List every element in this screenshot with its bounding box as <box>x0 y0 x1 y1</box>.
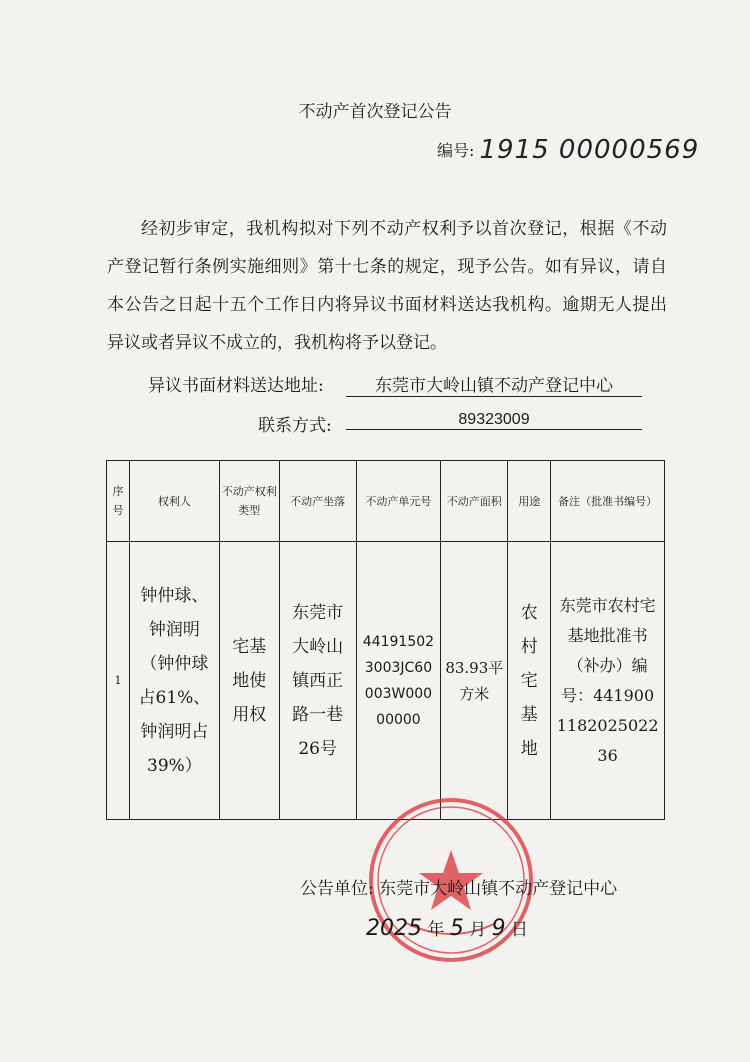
address-value: 东莞市大岭山镇不动产登记中心 <box>346 371 642 397</box>
header-cell: 不动产面积 <box>441 461 508 542</box>
header-cell: 不动产单元号 <box>356 461 441 542</box>
row-index: 1 <box>107 542 130 820</box>
row-location: 东莞市大岭山镇西正路一巷26号 <box>279 542 356 820</box>
header-cell: 备注（批准书编号） <box>551 461 665 542</box>
row-right-type: 宅基地使用权 <box>219 542 279 820</box>
serial-value: 1915 00000569 <box>479 135 700 165</box>
row-unit-number: 441915023003JC60003W00000000 <box>356 542 441 820</box>
row-area: 83.93平方米 <box>441 542 508 820</box>
header-cell: 序号 <box>107 461 130 542</box>
issuer-value: 东莞市大岭山镇不动产登记中心 <box>379 879 618 899</box>
notice-date <box>366 915 528 941</box>
header-cell: 不动产坐落 <box>279 461 356 542</box>
page-title: 不动产首次登记公告 <box>298 102 452 122</box>
row-holder: 钟仲球、钟润明（钟仲球占61%、钟润明占39%） <box>129 542 219 820</box>
header-cell: 不动产权利类型 <box>219 461 279 542</box>
day-char: 日 <box>511 920 529 940</box>
table-row <box>107 542 665 820</box>
header-cell: 用途 <box>508 461 551 542</box>
row-usage: 农村宅基地 <box>508 542 551 820</box>
date-day: 9 <box>491 916 506 941</box>
serial-number <box>437 133 699 163</box>
month-char: 月 <box>469 920 487 940</box>
notice-body <box>107 210 667 362</box>
issuer-label: 公告单位: <box>300 879 374 899</box>
phone-label: 联系方式: <box>258 416 332 436</box>
address-label: 异议书面材料送达地址: <box>148 376 324 396</box>
issuer-line <box>300 874 617 899</box>
serial-label: 编号: <box>437 141 475 160</box>
notice-paragraph: 经初步审定，我机构拟对下列不动产权利予以首次登记，根据《不动产登记暂行条例实施细则》第十七条的规定，现予公告。如有异议，请自本公告之日起十五个工作日内将异议书面材料送达我机构。逾期无人提出异议或者异议不成立的，我机构将予以登记。 <box>107 219 667 353</box>
table-header-row <box>107 461 665 542</box>
registration-table <box>106 460 665 820</box>
phone-value: 89323009 <box>346 411 642 430</box>
row-remark: 东莞市农村宅基地批准书（补办）编号：441900118202502236 <box>551 542 665 820</box>
header-cell: 权利人 <box>129 461 219 542</box>
date-month: 5 <box>449 916 464 941</box>
date-year: 2025 <box>366 916 422 941</box>
year-char: 年 <box>427 920 445 940</box>
